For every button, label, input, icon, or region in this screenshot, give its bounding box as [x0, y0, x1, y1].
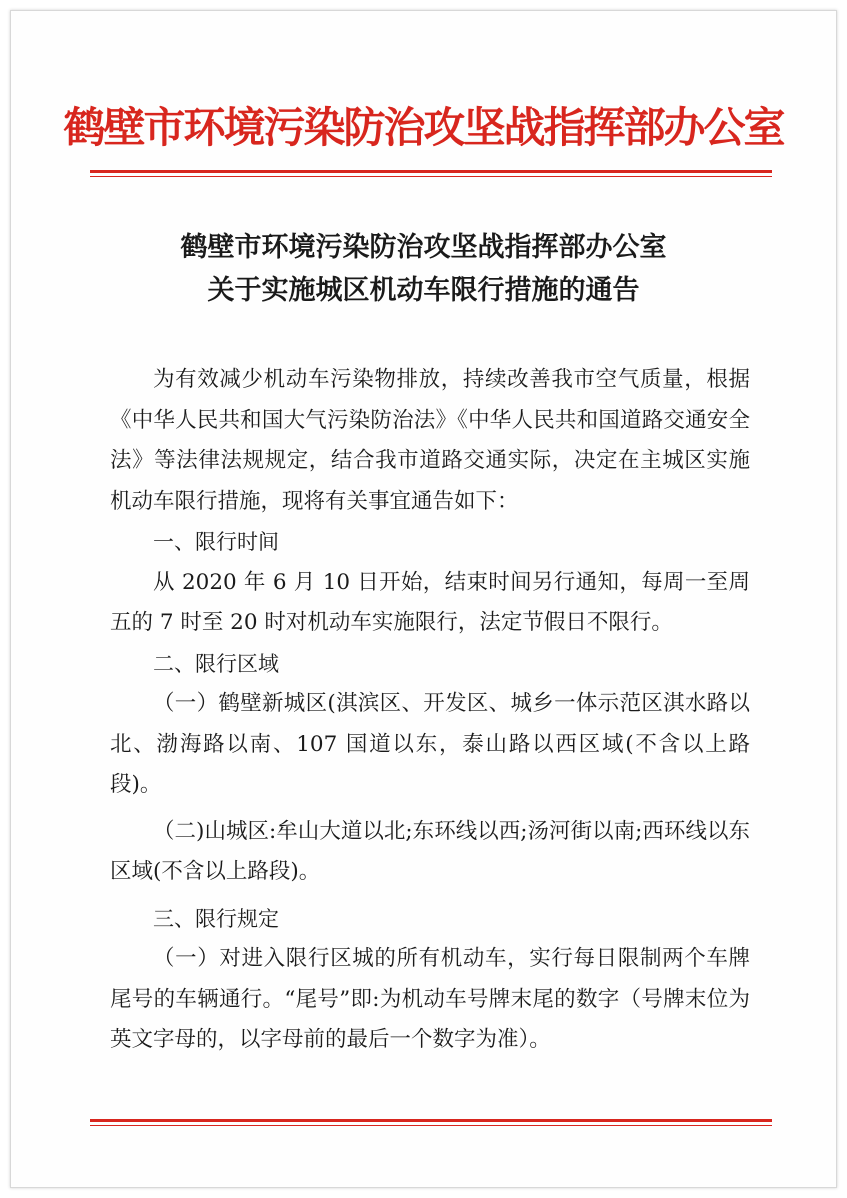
intro-paragraph: 为有效减少机动车污染物排放，持续改善我市空气质量，根据《中华人民共和国大气污染防治法》《中华人民共和国道路交通安全法》等法律法规规定，结合我市道路交通实际，决定在主城区实施机动车限行措施，现将有关事宜通告如下：: [110, 367, 750, 514]
section-2-heading: 二、限行区域: [153, 651, 279, 676]
document-title-line-2: 关于实施城区机动车限行措施的通告: [207, 275, 640, 306]
document-title: [0, 226, 847, 312]
section-3-heading: 三、限行规定: [153, 906, 279, 931]
section-2-item-1: （一）鹤壁新城区(淇滨区、开发区、城乡一体示范区淇水路以北、渤海路以南、107 国道以东，泰山路以西区域(不含以上路段)。: [110, 691, 750, 797]
document-title-line-1: 鹤壁市环境污染防治攻坚战指挥部办公室: [180, 232, 667, 263]
footer-red-rule: [90, 1119, 772, 1126]
letterhead-title: 鹤壁市环境污染防治攻坚战指挥部办公室: [63, 103, 784, 152]
section-1-heading: 一、限行时间: [153, 530, 279, 554]
letterhead-red-rule: [90, 170, 772, 177]
section-3-item-1: （一）对进入限行区城的所有机动车，实行每日限制两个车牌尾号的车辆通行。“尾号”即:为机动车号牌末尾的数字（号牌末位为英文字母的，以字母前的最后一个数字为准）。: [110, 946, 750, 1052]
section-2-item-2: （二)山城区:牟山大道以北;东环线以西;汤河街以南;西环线以东区域(不含以上路段)。: [110, 818, 750, 884]
section-1-text: 从 2020 年 6 月 10 日开始，结束时间另行通知，每周一至周五的 7 时至 20 时对机动车实施限行，法定节假日不限行。: [110, 569, 750, 635]
document-body: [110, 360, 750, 1061]
